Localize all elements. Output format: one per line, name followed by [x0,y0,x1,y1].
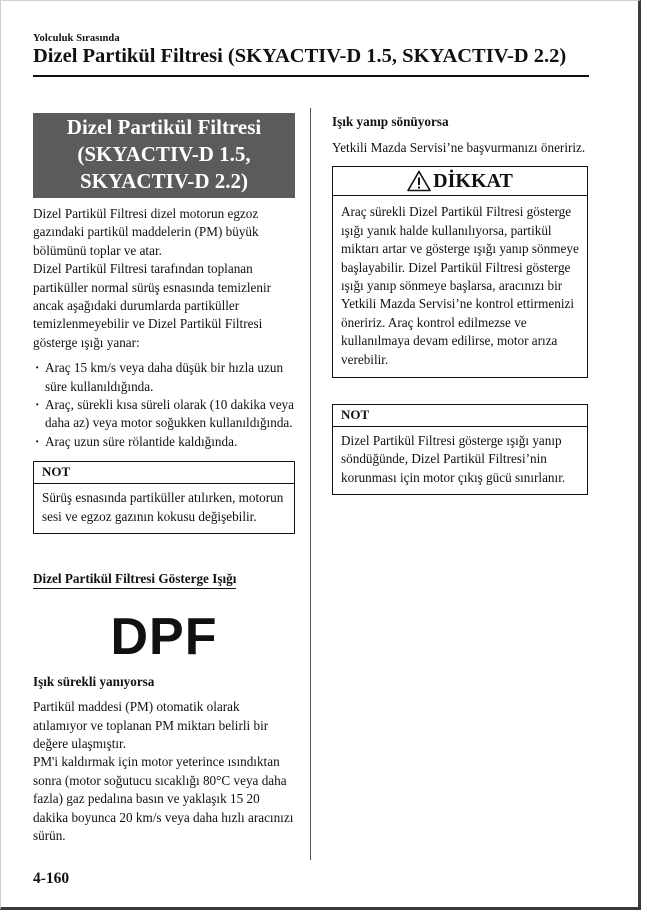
intro-paragraph: Dizel Partikül Filtresi dizel motorun egzoz gazındaki partikül maddelerin (PM) büyük bölümünü toplar ve atar. [33,206,259,258]
section-label: Yolculuk Sırasında [33,33,120,44]
intro-paragraph: Dizel Partikül Filtresi tarafından toplanan partiküller normal sürüş esnasında temizlenir ancak aşağıdaki durumlarda partiküller temizlenmeyebilir ve Dizel Partikül Filtresi gösterge ışığı yanar: [33,261,272,350]
condition-item: · Araç uzun süre rölantide kaldığında. [33,433,295,451]
note-label: NOT [333,405,587,427]
condition-item: · Araç 15 km/s veya daha düşük bir hızla uzun süre kullanıldığında. [33,359,295,396]
right-column [332,113,588,495]
steady-light-heading: Işık sürekli yanıyorsa [33,674,155,690]
note-text: Sürüş esnasında partiküller atılırken, motorun sesi ve egzoz gazının kokusu değişebilir. [42,490,284,524]
condition-list [33,359,295,451]
condition-item: · Araç, sürekli kısa süreli olarak (10 dakika veya daha az) veya motor soğukken kullanıldığında. [33,396,295,433]
dpf-symbol-text: DPF [110,608,218,667]
column-divider [310,108,311,860]
section-heading-box [33,113,295,198]
caution-header [333,167,587,196]
page-number: 4-160 [33,870,70,887]
indicator-subheading: Dizel Partikül Filtresi Gösterge Işığı [33,570,236,589]
left-column [33,113,295,845]
note-box [33,461,295,534]
caution-label: DİKKAT [433,170,513,193]
page-title: Dizel Partikül Filtresi (SKYACTIV-D 1.5, SKYACTIV-D 2.2) [33,45,567,67]
section-heading-line: (SKYACTIV-D 1.5, [77,142,251,166]
note-label: NOT [34,462,294,484]
title-rule [33,75,589,77]
flashing-light-heading: Işık yanıp sönüyorsa [332,114,449,129]
caution-box [332,166,588,378]
note-box [332,404,588,495]
note-text: Dizel Partikül Filtresi gösterge ışığı yanıp söndüğünde, Dizel Partikül Filtresi’nin korunması için motor çıkış gücü sınırlanır. [341,433,566,485]
flashing-paragraph: Yetkili Mazda Servisi’ne başvurmanızı öneririz. [332,140,586,155]
steady-paragraph: PM'i kaldırmak için motor yeterince ısındıktan sonra (motor soğutucu sıcaklığı 80°C veya daha fazla) gaz pedalına basın ve yaklaşık 15 20 dakika boyunca 20 km/s veya daha hızlı aracınızı sürün. [33,754,294,843]
steady-paragraph: Partikül maddesi (PM) otomatik olarak atılamıyor ve toplanan PM miktarı belirli bir değere ulaşmıştır. [33,699,269,751]
section-heading-line: SKYACTIV-D 2.2) [79,169,249,193]
caution-text: Araç sürekli Dizel Partikül Filtresi gösterge ışığı yanık halde kullanılıyorsa, partikül miktarı artar ve gösterge ışığı yanıp sönmeye başlayabilir. Dizel Partikül Filtresi gösterge ışığı yanıp sönmeye başlarsa, aracınızı bir Yetkili Mazda Servisi’ne kontrol ettirmenizi öneririz. Araç kontrol edilmezse ve kullanılmaya devam edilirse, motor arıza verebilir. [341,204,579,367]
dpf-indicator-symbol [33,608,295,667]
section-heading-line: Dizel Partikül Filtresi [66,115,262,139]
warning-triangle-icon [407,170,431,192]
